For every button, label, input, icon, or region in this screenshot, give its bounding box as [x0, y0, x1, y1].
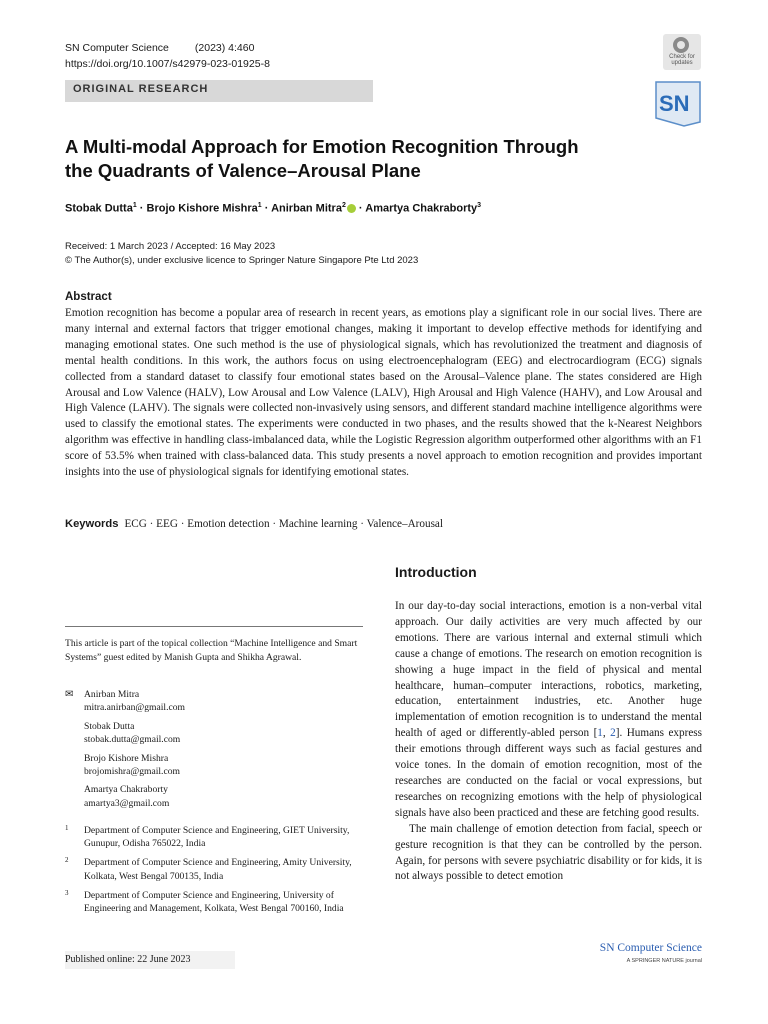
keywords [65, 518, 443, 530]
copyright-line: © The Author(s), under exclusive licence to Springer Nature Singapore Pte Ltd 2023 [65, 255, 419, 266]
footnote-divider [65, 626, 363, 627]
abstract-text: Emotion recognition has become a popular area of research in recent years, as emotions play a significant role in our social lives. There are many internal and external factors that trigger emotional changes, making it important to develop effective methods for identifying and managing emotional states. One such method is the use of physiological signals, which has revolutionized the treatment and diagnosis of mental health conditions. In this work, the authors focus on using electroencephalogram (EEG) and electrocardiogram (ECG) signals collected from a standard dataset to classify four emotional states based on the Arousal–Valence plane. The states considered are High Arousal and Low Valence (HALV), Low Arousal and Low Valence (LALV), High Arousal and High Valence (HAHV), and Low Arousal and High Valence (LAHV). The signals were collected non-invasively using sensors, and different standard machine intelligence algorithms were used to classify the emotional states. The experiments were conducted in two phases, and the results showed that the k-Nearest Neighbors algorithm was effective in handling class-imbalanced data, while the Logistic Regression algorithm outperformed other algorithms with an F1 score of 53.5% when trained with class-balanced data. This study presents a novel approach to emotion recognition and provides important insights into the use of physiological signals for identifying emotional states. [65, 307, 702, 479]
volume-info: (2023) 4:460 [194, 42, 255, 54]
keywords-list: ECG · EEG · Emotion detection · Machine learning · Valence–Arousal [124, 518, 444, 530]
article-dates [65, 240, 418, 268]
corresponding-contacts [65, 688, 363, 815]
contact-entry: Amartya Chakraborty amartya3@gmail.com [84, 783, 363, 810]
received-accepted: Received: 1 March 2023 / Accepted: 16 May 2023 [65, 241, 276, 252]
introduction-body [395, 599, 702, 885]
email-link[interactable]: mitra.anirban@gmail.com [84, 702, 186, 714]
sn-logo [654, 80, 702, 128]
author-name[interactable]: Amartya Chakraborty [365, 202, 478, 215]
check-for-updates-label: Check for updates [669, 54, 695, 66]
journal-header [65, 40, 270, 72]
doi-link[interactable]: https://doi.org/10.1007/s42979-023-01925-8 [65, 58, 270, 70]
affiliations [65, 824, 363, 921]
contact-entry: Anirban Mitra mitra.anirban@gmail.com [84, 688, 363, 715]
published-date: Published online: 22 June 2023 [65, 954, 191, 965]
journal-name: SN Computer Science [65, 42, 169, 54]
citation-link[interactable]: 1 [597, 727, 603, 740]
email-link[interactable]: brojomishra@gmail.com [84, 766, 180, 778]
email-link[interactable]: amartya3@gmail.com [84, 797, 170, 809]
introduction-heading: Introduction [395, 564, 477, 580]
paragraph: In our day-to-day social interactions, emotion is a non-verbal vital approach. Our daily activities are very much affected by our emotions. There are various internal and external stimuli which cause a change of emotions. The research on emotion recognition is showing a huge impact in the field of physical and mental healthcare, human–computer interactions, robotics, marketing, education, entertainment industries, etc. Another huge implementation of emotion recognition is to understand the mental health of aged or differently-abled person [1, 2]. Humans express their emotions through different ways such as facial gestures and voice tones. In the domain of emotion recognition, most of the researches are conducted on the facial or vocal expressions, but researches on recognizing emotions with the help of physiological signals have also been practiced and these are fetching good results. [395, 600, 702, 819]
envelope-icon: ✉ [65, 689, 74, 700]
article-title: A Multi-modal Approach for Emotion Recognition Through the Quadrants of Valence–Arousal Plane [65, 136, 579, 181]
paragraph: The main challenge of emotion detection from facial, speech or gesture recognition is that they can be controlled by the person. Again, for persons with severe psychiatric disability or for kids, it is not always possible to detect emotion [395, 822, 702, 883]
citation-link[interactable]: 2 [610, 727, 616, 740]
footer-journal-name: SN Computer Science [599, 942, 702, 954]
affiliation-item: 3 Department of Computer Science and Engineering, University of Engineering and Management, Kolkata, West Bengal 700160, India [65, 888, 344, 915]
affiliation-item: 1 Department of Computer Science and Engineering, GIET University, Gunupur, Odisha 765022, India [65, 824, 350, 850]
section-badge-label: ORIGINAL RESEARCH [73, 83, 209, 95]
email-link[interactable]: stobak.dutta@gmail.com [84, 734, 181, 746]
abstract-heading: Abstract [65, 291, 112, 303]
section-badge [65, 80, 373, 102]
author-name[interactable]: Anirban Mitra [271, 202, 342, 215]
collection-note: This article is part of the topical collection “Machine Intelligence and Smart Systems” guest edited by Manish Gupta and Shikha Agrawal. [65, 638, 358, 663]
author-name[interactable]: Brojo Kishore Mishra [146, 202, 258, 215]
author-name[interactable]: Stobak Dutta [65, 202, 133, 215]
sn-logo-text: SN [659, 91, 690, 116]
crossmark-icon [673, 37, 689, 53]
check-for-updates-button[interactable] [663, 34, 701, 70]
keywords-label: Keywords [65, 518, 119, 530]
author-list: Stobak Dutta$^1$ · Brojo Kishore Mishra$^1$ · Anirban Mitra$^2$ · Amartya Chakraborty$^3$ [65, 202, 482, 215]
springer-nature-logo: A SPRINGER NATURE journal [626, 958, 702, 964]
contact-entry: Stobak Dutta stobak.dutta@gmail.com [84, 720, 363, 747]
orcid-icon[interactable] [347, 204, 356, 213]
affiliation-item: 2 Department of Computer Science and Engineering, Amity University, Kolkata, West Bengal 700135, India [65, 856, 352, 882]
contact-entry: Brojo Kishore Mishra brojomishra@gmail.com [84, 752, 363, 779]
